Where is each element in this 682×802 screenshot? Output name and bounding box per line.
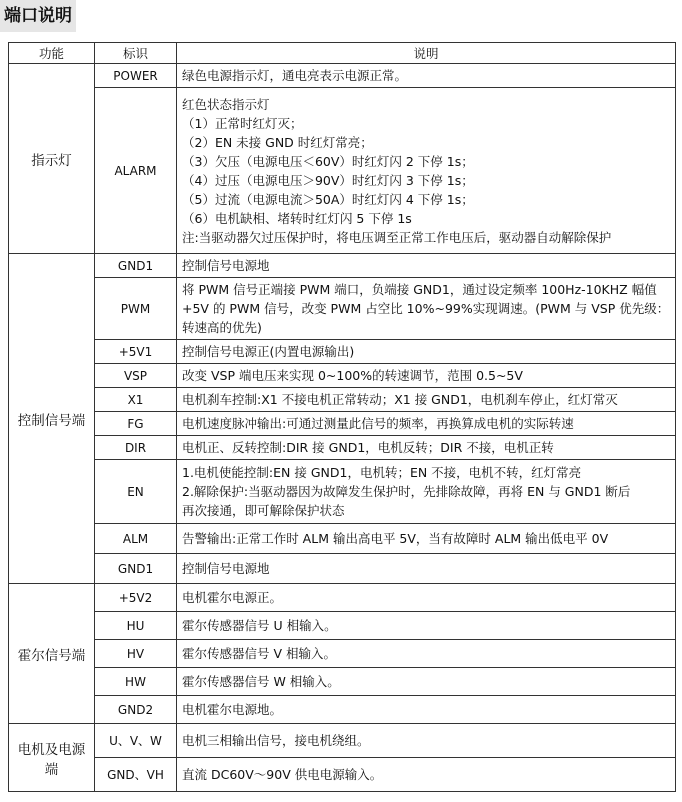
table-body	[9, 64, 676, 792]
description-line: 注:当驱动器欠过压保护时，将电压调至正常工作电压后，驱动器自动解除保护	[182, 229, 612, 245]
description-cell	[177, 254, 676, 278]
description-line: （4）过压（电源电压＞90V）时红灯闪 3 下停 1s；	[182, 172, 474, 188]
description-line: （6）电机缺相、堵转时红灯闪 5 下停 1s	[182, 210, 412, 226]
identifier-cell: FG	[95, 412, 177, 436]
identifier-cell: DIR	[95, 436, 177, 460]
description-cell	[177, 612, 676, 640]
table-row	[9, 278, 676, 340]
description-cell	[177, 758, 676, 792]
table-row	[9, 668, 676, 696]
description-cell	[177, 584, 676, 612]
table-row	[9, 524, 676, 554]
description-line: （1）正常时红灯灭；	[182, 115, 303, 131]
identifier-cell: VSP	[95, 364, 177, 388]
header-identifier: 标识	[95, 43, 177, 64]
header-description: 说明	[177, 43, 676, 64]
identifier-cell: GND、VH	[95, 758, 177, 792]
description-cell	[177, 554, 676, 584]
description-cell	[177, 640, 676, 668]
description-line: 电机三相输出信号，接电机绕组。	[182, 733, 370, 748]
description-cell	[177, 460, 676, 524]
identifier-cell: +5V1	[95, 340, 177, 364]
description-line: 控制信号电源地	[182, 258, 270, 273]
description-cell	[177, 388, 676, 412]
table-row	[9, 696, 676, 724]
table-row	[9, 460, 676, 524]
description-line: 控制信号电源地	[182, 561, 270, 576]
description-line: （3）欠压（电源电压＜60V）时红灯闪 2 下停 1s；	[182, 153, 474, 169]
table-row	[9, 340, 676, 364]
identifier-cell: HU	[95, 612, 177, 640]
identifier-cell: U、V、W	[95, 724, 177, 758]
description-line: 电机刹车控制:X1 不接电机正常转动；X1 接 GND1，电机刹车停止，红灯常灭	[182, 392, 618, 407]
description-line: 转速高的优先)	[182, 320, 262, 335]
function-cell: 霍尔信号端	[9, 584, 95, 724]
description-line: （5）过流（电源电流＞50A）时红灯闪 4 下停 1s；	[182, 191, 474, 207]
function-cell: 电机及电源端	[9, 724, 95, 792]
description-line: 将 PWM 信号正端接 PWM 端口，负端接 GND1，通过设定频率 100Hz-10KHZ 幅值	[182, 282, 657, 297]
header-function: 功能	[9, 43, 95, 64]
identifier-cell: HW	[95, 668, 177, 696]
function-cell: 控制信号端	[9, 254, 95, 584]
table-row	[9, 88, 676, 254]
identifier-cell: GND1	[95, 554, 177, 584]
description-line: 再次接通，即可解除保护状态	[182, 503, 345, 518]
table-row	[9, 254, 676, 278]
description-cell	[177, 524, 676, 554]
description-line: 电机速度脉冲输出:可通过测量此信号的频率，再换算成电机的实际转速	[182, 416, 574, 431]
table-row	[9, 64, 676, 88]
description-cell	[177, 278, 676, 340]
identifier-cell: X1	[95, 388, 177, 412]
description-cell	[177, 724, 676, 758]
table-row	[9, 364, 676, 388]
table-row	[9, 640, 676, 668]
description-cell	[177, 88, 676, 254]
table-row	[9, 412, 676, 436]
port-table	[8, 42, 676, 792]
identifier-cell: GND1	[95, 254, 177, 278]
description-line: 2.解除保护:当驱动器因为故障发生保护时，先排除故障，再将 EN 与 GND1 断后	[182, 484, 631, 499]
table-row	[9, 554, 676, 584]
description-line: 直流 DC60V～90V 供电电源输入。	[182, 767, 383, 782]
identifier-cell: POWER	[95, 64, 177, 88]
description-line: 绿色电源指示灯，通电亮表示电源正常。	[182, 68, 408, 83]
identifier-cell: ALM	[95, 524, 177, 554]
identifier-cell: +5V2	[95, 584, 177, 612]
table-row	[9, 388, 676, 412]
description-cell	[177, 668, 676, 696]
table-row	[9, 758, 676, 792]
identifier-cell: HV	[95, 640, 177, 668]
identifier-cell: ALARM	[95, 88, 177, 254]
description-line: 1.电机使能控制:EN 接 GND1，电机转；EN 不接，电机不转，红灯常亮	[182, 465, 582, 480]
description-cell	[177, 340, 676, 364]
description-line: 霍尔传感器信号 W 相输入。	[182, 674, 340, 689]
description-cell	[177, 436, 676, 460]
description-line: 霍尔传感器信号 V 相输入。	[182, 646, 336, 661]
identifier-cell: GND2	[95, 696, 177, 724]
table-header-row	[9, 43, 676, 64]
identifier-cell: EN	[95, 460, 177, 524]
section-title: 端口说明	[0, 0, 76, 32]
table-row	[9, 724, 676, 758]
description-line: （2）EN 未接 GND 时红灯常亮；	[182, 134, 373, 150]
description-line: 霍尔传感器信号 U 相输入。	[182, 618, 337, 633]
table-row	[9, 436, 676, 460]
identifier-cell: PWM	[95, 278, 177, 340]
description-line: 控制信号电源正(内置电源输出)	[182, 344, 355, 359]
description-cell	[177, 696, 676, 724]
description-line: 红色状态指示灯	[182, 96, 270, 112]
description-cell	[177, 64, 676, 88]
description-line: 告警输出:正常工作时 ALM 输出高电平 5V，当有故障时 ALM 输出低电平 0V	[182, 531, 609, 546]
description-line: 改变 VSP 端电压来实现 0~100%的转速调节，范围 0.5~5V	[182, 368, 523, 383]
description-line: 电机霍尔电源地。	[182, 702, 283, 717]
description-cell	[177, 364, 676, 388]
description-cell	[177, 412, 676, 436]
description-line: +5V 的 PWM 信号，改变 PWM 占空比 10%~99%实现调速。(PWM 与 VSP 优先级：	[182, 301, 670, 316]
description-line: 电机霍尔电源正。	[182, 590, 283, 605]
table-row	[9, 584, 676, 612]
table-row	[9, 612, 676, 640]
description-line: 电机正、反转控制:DIR 接 GND1，电机反转；DIR 不接，电机正转	[182, 440, 554, 455]
function-cell: 指示灯	[9, 64, 95, 254]
